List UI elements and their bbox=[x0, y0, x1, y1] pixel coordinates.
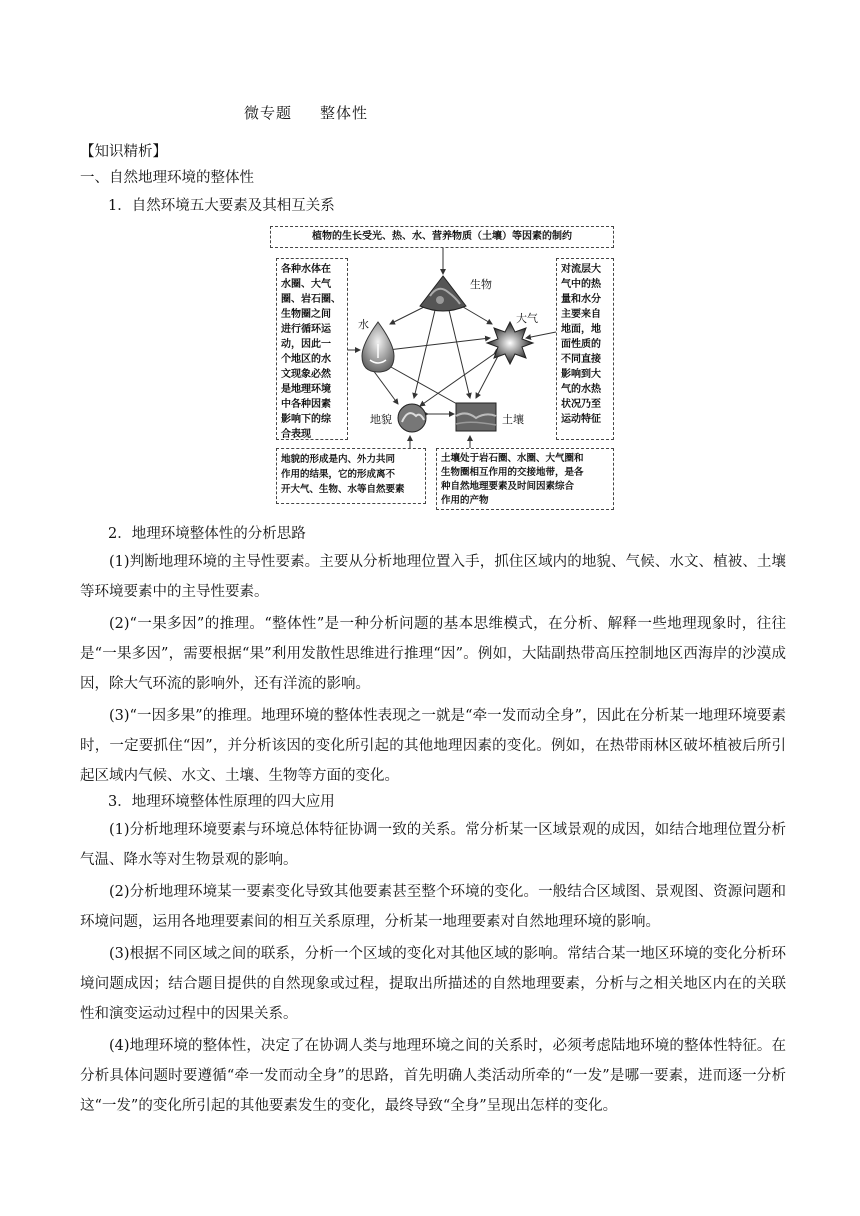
node-label-biology: 生物 bbox=[470, 278, 492, 291]
left-box-line: 进行循环运 bbox=[281, 324, 331, 335]
left-box-line: 生物圈之间 bbox=[281, 309, 331, 320]
subheading-five-elements: 1．自然环境五大要素及其相互关系 bbox=[108, 198, 335, 214]
right-box-line: 影响到大 bbox=[561, 369, 601, 380]
diagram-bottom-right-box bbox=[436, 448, 614, 510]
left-box-line: 各种水体在 bbox=[281, 264, 331, 275]
left-box-line: 中各种因素 bbox=[281, 399, 331, 410]
diagram-bottom-left-box bbox=[276, 448, 426, 504]
right-box-line: 对流层大 bbox=[561, 264, 601, 275]
diagram-left-box bbox=[276, 258, 348, 440]
left-box-line: 影响下的综 bbox=[281, 414, 331, 425]
paragraph-one-cause-many-effects: (3)“一因多果”的推理。地理环境的整体性表现之一就是“牵一发而动全身”，因此在分析某一地理环境要素时，一定要抓住“因”，并分析该因的变化所引起的其他地理因素的变化。例如，在热带雨林区破坏植被后所引起区域内气候、水文、土壤、生物等方面的变化。 bbox=[80, 708, 786, 784]
bottom-left-line: 作用的结果，它的形成离不 bbox=[281, 469, 396, 480]
left-box-line: 文现象必然 bbox=[281, 369, 331, 380]
left-box-line: 合表现 bbox=[281, 429, 311, 440]
left-box-line: 是地理环境 bbox=[281, 384, 331, 395]
bottom-right-line: 土壤处于岩石圈、水圈、大气圈和 bbox=[441, 453, 584, 464]
bottom-left-line: 地貌的形成是内、外力共同 bbox=[281, 454, 396, 465]
bottom-right-line: 作用的产物 bbox=[441, 495, 489, 506]
right-box-line: 地面，地 bbox=[561, 324, 601, 335]
bottom-left-line: 开大气、生物、水等自然要素 bbox=[281, 484, 405, 495]
right-box-line: 主要来自 bbox=[561, 309, 601, 320]
node-label-landform: 地貌 bbox=[370, 413, 392, 426]
diagram-top-box: 植物的生长受光、热、水、营养物质（土壤）等因素的制约 bbox=[270, 226, 614, 248]
subheading-four-applications: 3．地理环境整体性原理的四大应用 bbox=[108, 794, 335, 810]
subheading-analysis-approach: 2．地理环境整体性的分析思路 bbox=[108, 526, 306, 542]
landform-photo-icon bbox=[398, 404, 426, 432]
five-elements-diagram bbox=[270, 226, 614, 510]
paragraph-one-effect-many-causes: (2)“一果多因”的推理。“整体性”是一种分析问题的基本思维模式，在分析、解释一些地理现象时，往往是“一果多因”，需要根据“果”利用发散性思维进行推理“因”。例如，大陆副热带高压控制地区西海岸的沙漠成因，除大气环流的影响外，还有洋流的影响。 bbox=[80, 616, 786, 692]
left-box-line: 动，因此一 bbox=[281, 339, 331, 350]
right-box-line: 不同直接 bbox=[561, 354, 601, 365]
title-left: 微专题 bbox=[244, 104, 293, 122]
right-box-line: 气的水热 bbox=[561, 384, 601, 395]
diagram-right-box bbox=[556, 258, 614, 440]
right-box-line: 面性质的 bbox=[561, 339, 601, 350]
bottom-right-line: 种自然地理要素及时间因素综合 bbox=[441, 481, 575, 492]
biology-node-icon bbox=[420, 276, 466, 311]
right-box-line: 运动特征 bbox=[561, 414, 601, 425]
page-title bbox=[244, 102, 368, 123]
node-label-water: 水 bbox=[358, 318, 369, 331]
left-box-line: 圈、岩石圈、 bbox=[281, 294, 341, 305]
left-box-line: 水圈、大气 bbox=[281, 279, 331, 290]
right-box-line: 量和水分 bbox=[561, 294, 601, 305]
bottom-right-line: 生物圈相互作用的交接地带，是各 bbox=[441, 467, 584, 478]
node-label-soil: 土壤 bbox=[502, 413, 524, 426]
paragraph-application-4: (4)地理环境的整体性，决定了在协调人类与地理环境之间的关系时，必须考虑陆地环境的整体性特征。在分析具体问题时要遵循“牵一发而动全身”的思路，首先明确人类活动所牵的“一发”是哪一要素，进而逐一分析这“一发”的变化所引起的其他要素发生的变化，最终导致“全身”呈现出怎样的变化。 bbox=[80, 1038, 786, 1114]
paragraph-application-2: (2)分析地理环境某一要素变化导致其他要素甚至整个环境的变化。一般结合区域图、景观图、资源问题和环境问题，运用各地理要素间的相互关系原理，分析某一地理要素对自然地理环境的影响。 bbox=[80, 884, 786, 930]
title-right: 整体性 bbox=[320, 104, 369, 122]
right-box-line: 状况乃至 bbox=[561, 399, 601, 410]
section-header: 【知识精析】 bbox=[80, 144, 167, 160]
paragraph-application-1: (1)分析地理环境要素与环境总体特征协调一致的关系。常分析某一区域景观的成因，如结合地理位置分析气温、降水等对生物景观的影响。 bbox=[80, 822, 786, 868]
heading-natural-environment: 一、自然地理环境的整体性 bbox=[80, 170, 254, 186]
soil-photo-icon bbox=[456, 403, 496, 431]
left-box-line: 个地区的水 bbox=[281, 354, 331, 365]
node-label-atmosphere: 大气 bbox=[516, 312, 538, 325]
right-box-line: 气中的热 bbox=[561, 279, 601, 290]
atmosphere-sun-icon bbox=[487, 322, 533, 364]
paragraph-application-3: (3)根据不同区域之间的联系，分析一个区域的变化对其他区域的影响。常结合某一地区环境的变化分析环境问题成因；结合题目提供的自然现象或过程，提取出所描述的自然地理要素，分析与之相关地区内在的关联性和演变运动过程中的因果关系。 bbox=[80, 946, 786, 1022]
paragraph-dominant-element: (1)判断地理环境的主导性要素。主要从分析地理位置入手，抓住区域内的地貌、气候、水文、植被、土壤等环境要素中的主导性要素。 bbox=[80, 554, 786, 600]
